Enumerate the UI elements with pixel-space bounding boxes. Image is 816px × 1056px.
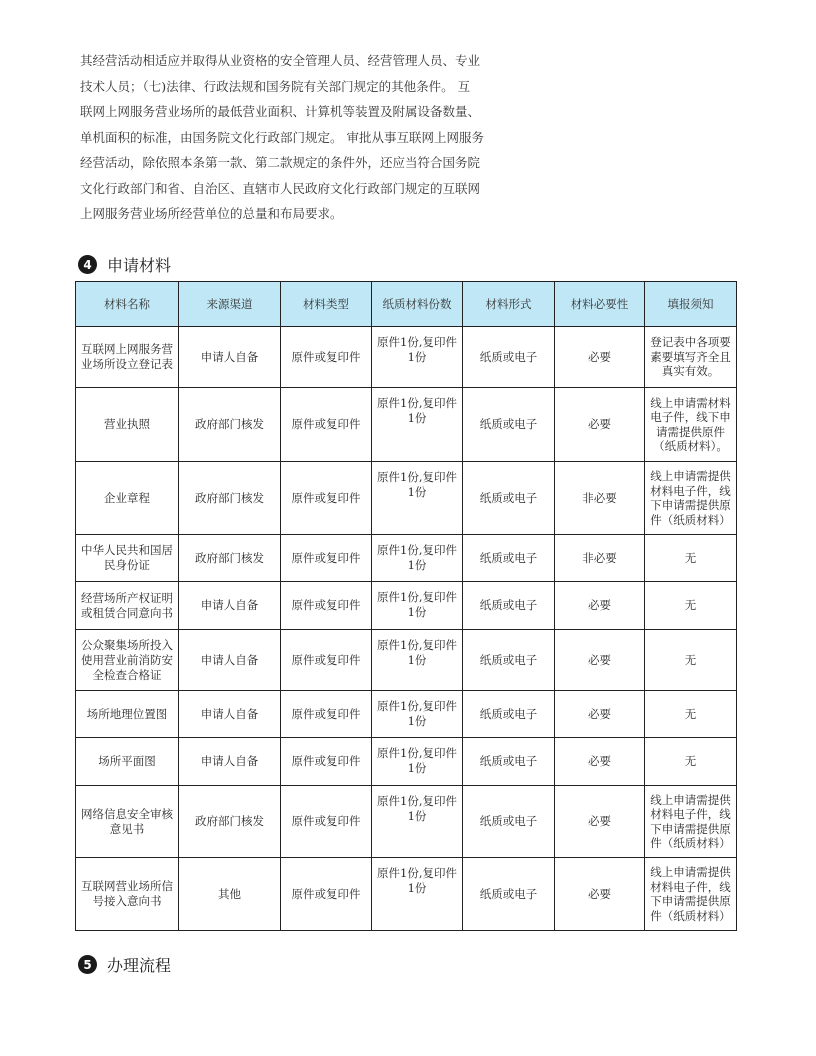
filling-notes: 线上申请需材料电子件，线下申请需提供原件（纸质材料）。	[645, 388, 737, 462]
intro-line: 单机面积的标准，由国务院文化行政部门规定。 审批从事互联网上网服务	[80, 129, 484, 145]
material-name: 场所平面图	[76, 738, 179, 786]
source-channel: 申请人自备	[179, 327, 281, 388]
necessity: 必要	[555, 388, 645, 462]
material-type: 原件或复印件	[281, 462, 372, 535]
source-channel: 政府部门核发	[179, 786, 281, 858]
material-type: 原件或复印件	[281, 582, 372, 630]
intro-line: 文化行政部门和省、自治区、直辖市人民政府文化行政部门规定的互联网	[80, 180, 481, 196]
paper-copies: 原件1份,复印件1份	[372, 327, 463, 388]
source-channel: 申请人自备	[179, 630, 281, 691]
material-name: 互联网上网服务营业场所设立登记表	[76, 327, 179, 388]
table-row	[76, 327, 737, 388]
material-type: 原件或复印件	[281, 388, 372, 462]
filling-notes: 无	[645, 535, 737, 582]
material-form: 纸质或电子	[463, 630, 555, 691]
necessity: 必要	[555, 582, 645, 630]
material-form: 纸质或电子	[463, 462, 555, 535]
material-form: 纸质或电子	[463, 691, 555, 738]
table-row	[76, 738, 737, 786]
column-header: 材料类型	[281, 282, 372, 327]
source-channel: 政府部门核发	[179, 535, 281, 582]
intro-line: 上网服务营业场所经营单位的总量和布局要求。	[80, 206, 343, 221]
material-form: 纸质或电子	[463, 327, 555, 388]
material-name: 公众聚集场所投入使用营业前消防安全检查合格证	[76, 630, 179, 691]
material-name: 场所地理位置图	[76, 691, 179, 738]
material-name: 经营场所产权证明或租赁合同意向书	[76, 582, 179, 630]
necessity: 必要	[555, 738, 645, 786]
intro-line: 联网上网服务营业场所的最低营业面积、计算机等装置及附属设备数量、	[80, 104, 481, 119]
source-channel: 申请人自备	[179, 691, 281, 738]
source-channel: 其他	[179, 858, 281, 931]
column-header: 材料形式	[463, 282, 555, 327]
filling-notes: 线上申请需提供材料电子件，线下申请需提供原件（纸质材料）	[645, 462, 737, 535]
table-row	[76, 462, 737, 535]
source-channel: 申请人自备	[179, 582, 281, 630]
number-4-icon: 4	[78, 255, 97, 274]
necessity: 非必要	[555, 535, 645, 582]
intro-paragraph	[80, 48, 484, 227]
table-row	[76, 388, 737, 462]
material-form: 纸质或电子	[463, 535, 555, 582]
necessity: 非必要	[555, 462, 645, 535]
number-5-icon: 5	[78, 955, 97, 974]
source-channel: 申请人自备	[179, 738, 281, 786]
intro-line: 技术人员；（七)法律、行政法规和国务院有关部门规定的其他条件。 互	[80, 78, 471, 94]
source-channel: 政府部门核发	[179, 462, 281, 535]
section-heading-process	[78, 953, 171, 976]
filling-notes: 线上申请需提供材料电子件，线下申请需提供原件（纸质材料）	[645, 786, 737, 858]
filling-notes: 无	[645, 630, 737, 691]
column-header: 材料必要性	[555, 282, 645, 327]
necessity: 必要	[555, 327, 645, 388]
table-row	[76, 786, 737, 858]
material-name: 中华人民共和国居民身份证	[76, 535, 179, 582]
table-row	[76, 535, 737, 582]
filling-notes: 线上申请需提供材料电子件，线下申请需提供原件（纸质材料）	[645, 858, 737, 931]
material-type: 原件或复印件	[281, 738, 372, 786]
paper-copies: 原件1份,复印件1份	[372, 630, 463, 691]
paper-copies: 原件1份,复印件1份	[372, 738, 463, 786]
necessity: 必要	[555, 630, 645, 691]
paper-copies: 原件1份,复印件1份	[372, 388, 463, 462]
column-header: 来源渠道	[179, 282, 281, 327]
material-type: 原件或复印件	[281, 327, 372, 388]
paper-copies: 原件1份,复印件1份	[372, 582, 463, 630]
section-heading-materials	[78, 253, 171, 276]
material-type: 原件或复印件	[281, 786, 372, 858]
table-row	[76, 691, 737, 738]
filling-notes: 无	[645, 691, 737, 738]
material-type: 原件或复印件	[281, 858, 372, 931]
necessity: 必要	[555, 858, 645, 931]
intro-line: 经营活动，除依照本条第一款、第二款规定的条件外，还应当符合国务院	[80, 155, 481, 170]
necessity: 必要	[555, 786, 645, 858]
section-title: 办理流程	[107, 956, 172, 975]
material-form: 纸质或电子	[463, 786, 555, 858]
material-form: 纸质或电子	[463, 582, 555, 630]
table-row	[76, 582, 737, 630]
section-title: 申请材料	[107, 256, 172, 275]
material-name: 营业执照	[76, 388, 179, 462]
paper-copies: 原件1份,复印件1份	[372, 858, 463, 931]
table-row	[76, 630, 737, 691]
necessity: 必要	[555, 691, 645, 738]
paper-copies: 原件1份,复印件1份	[372, 535, 463, 582]
paper-copies: 原件1份,复印件1份	[372, 786, 463, 858]
column-header: 材料名称	[76, 282, 179, 327]
column-header: 纸质材料份数	[372, 282, 463, 327]
source-channel: 政府部门核发	[179, 388, 281, 462]
intro-line: 其经营活动相适应并取得从业资格的安全管理人员、经营管理人员、专业	[80, 53, 481, 68]
table-row	[76, 858, 737, 931]
filling-notes: 登记表中各项要素要填写齐全且真实有效。	[645, 327, 737, 388]
filling-notes: 无	[645, 582, 737, 630]
material-name: 互联网营业场所信号接入意向书	[76, 858, 179, 931]
material-type: 原件或复印件	[281, 630, 372, 691]
materials-table	[75, 281, 737, 931]
column-header: 填报须知	[645, 282, 737, 327]
material-name: 企业章程	[76, 462, 179, 535]
table-header-row	[76, 282, 737, 327]
paper-copies: 原件1份,复印件1份	[372, 691, 463, 738]
filling-notes: 无	[645, 738, 737, 786]
material-type: 原件或复印件	[281, 535, 372, 582]
material-name: 网络信息安全审核意见书	[76, 786, 179, 858]
paper-copies: 原件1份,复印件1份	[372, 462, 463, 535]
material-type: 原件或复印件	[281, 691, 372, 738]
material-form: 纸质或电子	[463, 388, 555, 462]
material-form: 纸质或电子	[463, 738, 555, 786]
material-form: 纸质或电子	[463, 858, 555, 931]
